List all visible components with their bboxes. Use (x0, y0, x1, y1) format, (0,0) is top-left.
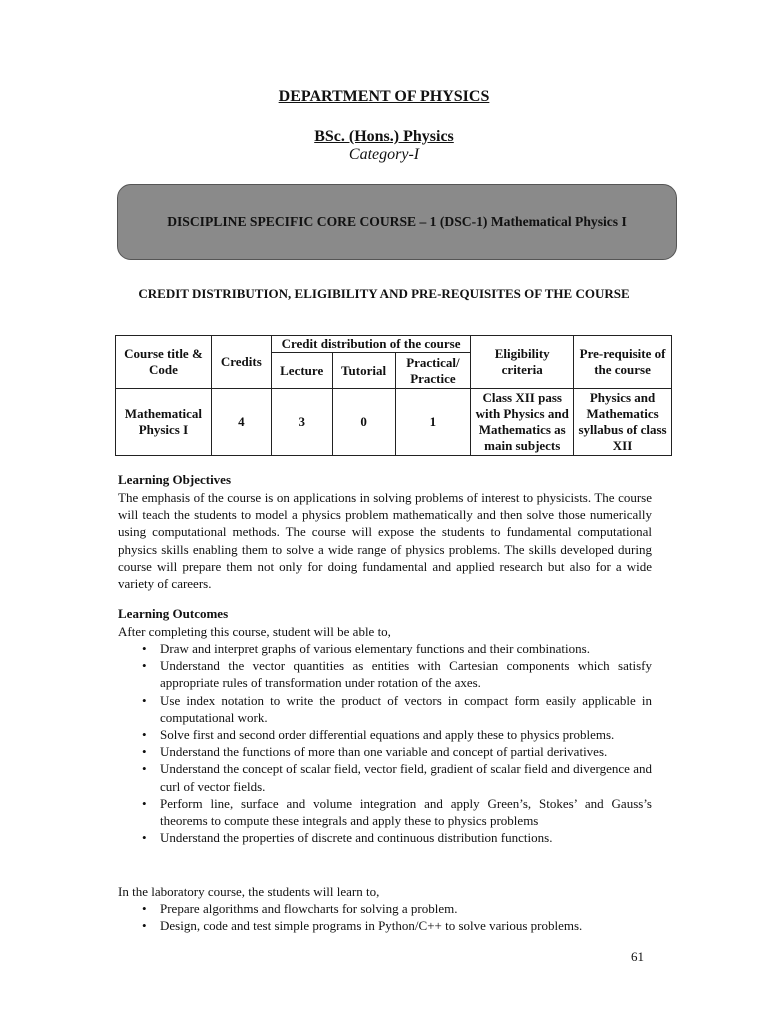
header-prereq: Pre-requisite of the course (574, 336, 672, 389)
bullet: • (142, 795, 147, 811)
credit-section-title: CREDIT DISTRIBUTION, ELIGIBILITY AND PRE-REQUISITES OF THE COURSE (138, 286, 630, 301)
list-item (118, 640, 652, 657)
course-banner-text: DISCIPLINE SPECIFIC CORE COURSE – 1 (DSC-1) Mathematical Physics I (167, 214, 627, 229)
list-item (118, 692, 652, 726)
cell-credits: 4 (211, 389, 271, 456)
course-banner (117, 184, 677, 260)
learning-outcomes-heading: Learning Outcomes (118, 606, 229, 621)
outcome-text: Use index notation to write the product of vectors in compact form easily applicable in computational work. (160, 692, 652, 725)
bullet: • (142, 744, 147, 760)
bullet: • (142, 830, 147, 846)
list-item (118, 657, 652, 691)
bullet: • (142, 658, 147, 674)
list-item (118, 760, 652, 794)
list-item (118, 900, 652, 917)
lab-list (118, 900, 652, 934)
header-practical: Practical/ Practice (395, 353, 471, 389)
bullet: • (142, 918, 147, 934)
lab-text: Design, code and test simple programs in Python/C++ to solve various problems. (160, 918, 583, 934)
header-credits: Credits (211, 336, 271, 389)
learning-objectives-text: The emphasis of the course is on applications in solving problems of interest to physicists. The course will teach the students to model a physics problem mathematically and then solve those numerically using computational methods. The course will expose the students to fundamental computational physics skills enabling them to solve a wide range of physics problems. The skills developed during course will prepare them not only for doing fundamental and applied research but also for a wide variety of careers. (118, 490, 652, 592)
header-eligibility: Eligibility criteria (471, 336, 574, 389)
list-item (118, 829, 652, 846)
outcome-text: Understand the properties of discrete and continuous distribution functions. (160, 830, 553, 846)
list-item (118, 917, 652, 934)
cell-tutorial: 0 (332, 389, 395, 456)
bullet: • (142, 641, 147, 656)
outcome-text: Perform line, surface and volume integration and apply Green’s, Stokes’ and Gauss’s theorems to compute these integrals and apply these to physics problems (160, 795, 652, 829)
outcome-text: Understand the concept of scalar field, vector field, gradient of scalar field and divergence and curl of vector fields. (160, 761, 652, 794)
table-row (116, 389, 672, 456)
bullet: • (142, 692, 147, 708)
cell-course: Mathematical Physics I (116, 389, 212, 456)
bullet: • (142, 901, 147, 916)
header-course: Course title & Code (116, 336, 212, 389)
table-header-row (116, 336, 672, 353)
learning-outcomes-list (118, 640, 652, 846)
header-lecture: Lecture (271, 353, 332, 389)
list-item (118, 743, 652, 760)
programme-title: BSc. (Hons.) Physics (314, 128, 454, 145)
lab-text: Prepare algorithms and flowcharts for solving a problem. (160, 901, 458, 916)
outcome-text: Understand the functions of more than one variable and concept of partial derivatives. (160, 744, 608, 760)
cell-eligibility: Class XII pass with Physics and Mathematics as main subjects (471, 389, 574, 456)
outcome-text: Solve first and second order differential equations and apply these to physics problems. (160, 727, 615, 743)
lab-intro: In the laboratory course, the students will learn to, (118, 884, 380, 899)
cell-practical: 1 (395, 389, 471, 456)
category-label: Category-I (348, 146, 420, 163)
learning-objectives-heading: Learning Objectives (118, 472, 232, 487)
bullet: • (142, 727, 147, 743)
department-title: DEPARTMENT OF PHYSICS (278, 88, 490, 105)
header-distribution: Credit distribution of the course (271, 336, 471, 353)
cell-lecture: 3 (271, 389, 332, 456)
header-tutorial: Tutorial (332, 353, 395, 389)
learning-outcomes-intro: After completing this course, student will be able to, (118, 624, 391, 639)
bullet: • (142, 761, 147, 777)
outcome-text: Draw and interpret graphs of various elementary functions and their combinations. (160, 641, 590, 656)
outcome-text: Understand the vector quantities as entities with Cartesian components which satisfy appropriate rules of transformation under rotation of the axes. (160, 658, 652, 691)
list-item (118, 795, 652, 829)
credit-table (115, 335, 672, 456)
page-number: 61 (631, 949, 644, 964)
cell-prereq: Physics and Mathematics syllabus of class XII (574, 389, 672, 456)
list-item (118, 726, 652, 743)
